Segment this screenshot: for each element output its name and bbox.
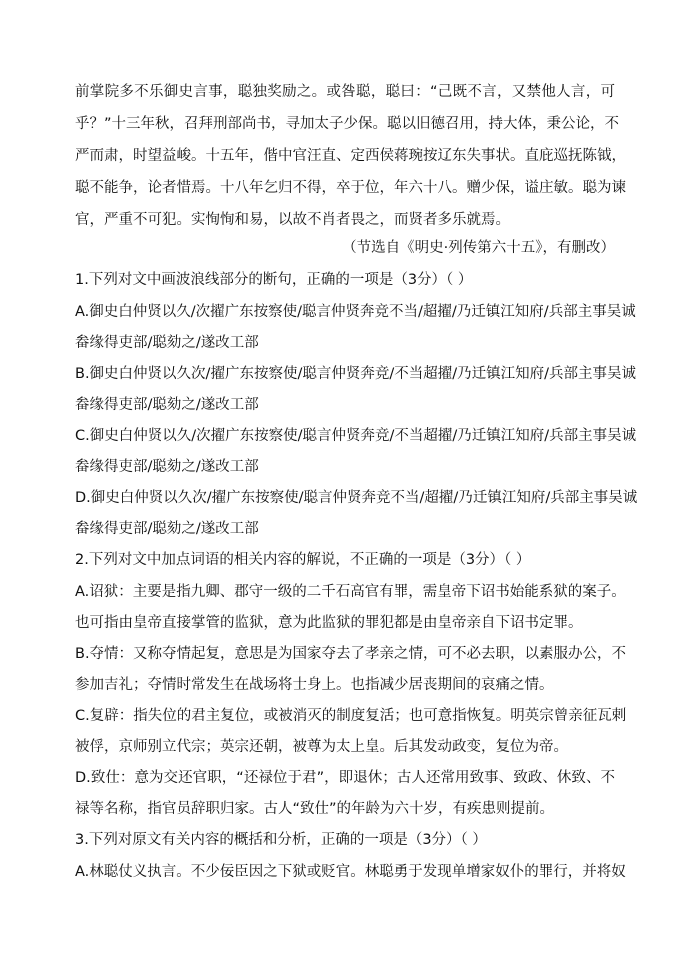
passage-line: 前掌院多不乐御史言事，聪独奖励之。或咎聪，聪曰：“己既不言，又禁他人言，可 <box>75 84 615 100</box>
passage-line: 聪不能争，论者惜焉。十八年乞归不得，卒于位，年六十八。赠少保，谥庄敏。聪为谏 <box>75 180 626 196</box>
option-d-line2: 禄等名称，指官员辞职归家。古人“致仕”的年龄为六十岁，有疾患则提前。 <box>75 801 555 817</box>
option-c-line2: 被俘，京师别立代宗；英宗还朝，被尊为太上皇。后其发动政变，复位为帝。 <box>75 739 568 755</box>
option-a-line1: A.御史白仲贤以久/次擢广东按察使/聪言仲贤奔竞不当/超擢/乃迁镇江知府/兵部主事吴诚 <box>75 304 636 320</box>
option-c-line2: 畚缘得吏部/聪劾之/遂改工部 <box>75 459 259 475</box>
option-a-line1: A.诏狱：主要是指九卿、郡守一级的二千石高官有罪，需皇帝下诏书始能系狱的案子。 <box>75 584 626 600</box>
option-b-line2: 畚缘得吏部/聪劾之/遂改工部 <box>75 397 259 413</box>
option-a-line2: 也可指由皇帝直接掌管的监狱，意为此监狱的罪犯都是由皇帝亲自下诏书定罪。 <box>75 615 583 631</box>
option-d-line1: D.御史白仲贤以久次/擢广东按察使/聪言仲贤奔竞不当/超擢/乃迁镇江知府/兵部主事吴诚 <box>75 490 638 506</box>
option-b-line1: B.夺情：又称夺情起复，意思是为国家夺去了孝亲之情，可不必去职，以素服办公，不 <box>75 646 627 662</box>
question-stem: 1.下列对文中画波浪线部分的断句，正确的一项是（3分）（ ） <box>75 272 473 288</box>
passage-line: 官，严重不可犯。实恂恂和易，以故不肖者畏之，而贤者多乐就焉。 <box>75 212 510 228</box>
source-citation: （节选自《明史·列传第六十五》，有删改） <box>342 240 615 256</box>
option-a-line2: 畚缘得吏部/聪劾之/遂改工部 <box>75 335 259 351</box>
option-d-line2: 畚缘得吏部/聪劾之/遂改工部 <box>75 521 259 537</box>
option-a-line1: A.林聪仗义执言。不少佞臣因之下狱或贬官。林聪勇于发现单增家奴仆的罪行，并将奴 <box>75 864 626 880</box>
option-b-line2: 参加吉礼；夺情时常发生在战场将士身上。也指减少居丧期间的哀痛之情。 <box>75 677 554 693</box>
option-b-line1: B.御史白仲贤以久次/擢广东按察使/聪言仲贤奔竞/不当超擢/乃迁镇江知府/兵部主事吴诚 <box>75 366 636 382</box>
option-d-line1: D.致仕：意为交还官职，“还禄位于君”，即退休；古人还常用致事、致政、休致、不 <box>75 770 615 786</box>
question-stem: 3.下列对原文有关内容的概括和分析，正确的一项是（3分）（ ） <box>75 832 487 848</box>
passage-line: 乎？”十三年秋，召拜刑部尚书，寻加太子少保。聪以旧德召用，持大体，秉公论，不 <box>75 116 620 132</box>
question-stem: 2.下列对文中加点词语的相关内容的解说，不正确的一项是（3分）（ ） <box>75 552 531 568</box>
passage-line: 严而肃，时望益峻。十五年，偕中官汪直、定西侯蒋琬按辽东失事状。直庇巡抚陈钺， <box>75 148 626 164</box>
option-c-line1: C.复辟：指失位的君主复位，或被消灭的制度复活；也可意指恢复。明英宗曾亲征瓦剌 <box>75 708 627 724</box>
option-c-line1: C.御史白仲贤以久/次擢广东按察使/聪言仲贤奔竞/不当超擢/乃迁镇江知府/兵部主事吴诚 <box>75 428 637 444</box>
